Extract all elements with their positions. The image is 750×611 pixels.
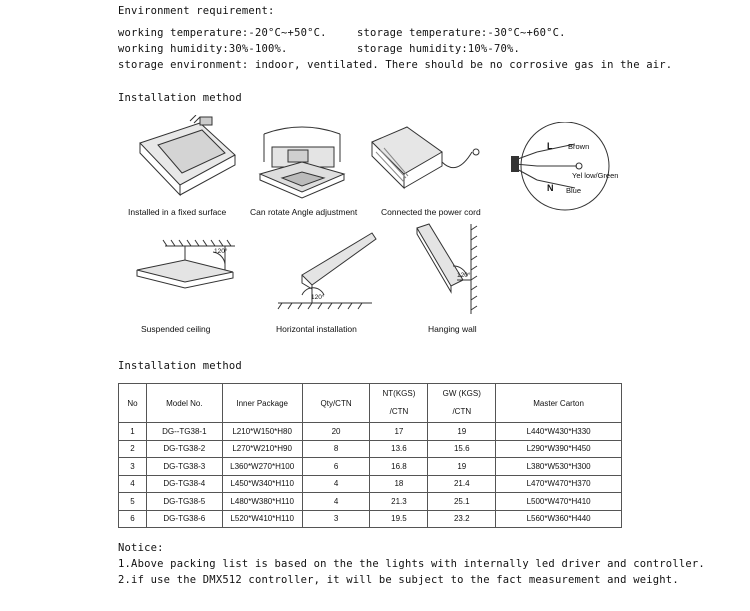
installation-heading-2: Installation method [118,360,242,372]
table-row [119,423,622,441]
cell-no: 5 [119,493,147,511]
cell-inner: L360*W270*H100 [222,458,302,476]
cell-model: DG-TG38-6 [146,510,222,528]
cell-nt: 18 [370,475,428,493]
table-row [119,458,622,476]
col-gw-line1: GW (KGS) [442,389,481,398]
col-nt-line2: /CTN [389,407,409,416]
wire-label-blue: Blue [566,186,582,195]
installation-heading: Installation method [118,92,242,104]
cell-inner: L270*W210*H90 [222,440,302,458]
working-humidity: working humidity:30%-100%. [118,43,288,55]
cell-qty: 4 [302,475,370,493]
caption-suspended-ceiling: Suspended ceiling [141,324,211,334]
cell-no: 3 [119,458,147,476]
col-model: Model No. [146,384,222,423]
cell-nt: 17 [370,423,428,441]
col-nt [370,384,428,423]
cell-gw: 15.6 [428,440,496,458]
wire-label-n: N [547,183,554,193]
cell-gw: 23.2 [428,510,496,528]
cell-inner: L480*W380*H110 [222,493,302,511]
cell-gw: 21.4 [428,475,496,493]
cell-qty: 20 [302,423,370,441]
cell-model: DG-TG38-5 [146,493,222,511]
cell-nt: 21.3 [370,493,428,511]
env-heading: Environment requirement: [118,5,275,17]
col-gw [428,384,496,423]
cell-nt: 13.6 [370,440,428,458]
cell-qty: 4 [302,493,370,511]
cell-model: DG-TG38-2 [146,440,222,458]
cell-master: L290*W390*H450 [496,440,622,458]
storage-temperature: storage temperature:-30°C~+60°C. [357,27,566,39]
caption-horizontal-installation: Horizontal installation [276,324,357,334]
col-inner-package: Inner Package [222,384,302,423]
col-no: No [119,384,147,423]
angle-label-wall: 120° [457,272,471,279]
cell-gw: 25.1 [428,493,496,511]
col-qty: Qty/CTN [302,384,370,423]
table-row [119,493,622,511]
wire-label-l: L [547,141,553,151]
table-row [119,440,622,458]
cell-master: L470*W470*H370 [496,475,622,493]
storage-humidity: storage humidity:10%-70%. [357,43,521,55]
cell-model: DG-TG38-4 [146,475,222,493]
cell-no: 1 [119,423,147,441]
caption-hanging-wall: Hanging wall [428,324,477,334]
fixed-surface-illustration [130,115,245,203]
cell-nt: 19.5 [370,510,428,528]
working-temperature: working temperature:-20°C~+50°C. [118,27,327,39]
col-gw-line2: /CTN [452,407,472,416]
cell-model: DG-TG38-3 [146,458,222,476]
cell-master: L440*W430*H330 [496,423,622,441]
caption-fixed-surface: Installed in a fixed surface [128,207,227,217]
table-row [119,510,622,528]
rotate-angle-illustration [252,122,352,204]
caption-power-cord: Connected the power cord [381,207,481,217]
col-nt-line1: NT(KGS) [382,389,416,398]
cell-qty: 6 [302,458,370,476]
cell-inner: L450*W340*H110 [222,475,302,493]
power-cord-illustration [362,122,482,202]
notice-line-1: 1.Above packing list is based on the the lights with internally led driver and controller. [118,558,705,570]
cell-master: L380*W530*H300 [496,458,622,476]
col-master-carton: Master Carton [496,384,622,423]
cell-no: 4 [119,475,147,493]
hanging-wall-illustration [405,220,485,318]
notice-heading: Notice: [118,542,164,554]
cell-master: L560*W360*H440 [496,510,622,528]
cell-master: L500*W470*H410 [496,493,622,511]
cell-qty: 8 [302,440,370,458]
cell-inner: L210*W150*H80 [222,423,302,441]
cell-gw: 19 [428,423,496,441]
horizontal-installation-illustration [272,225,382,315]
angle-label-horizontal: 120° [311,294,325,301]
cell-qty: 3 [302,510,370,528]
table-header-row [119,384,622,423]
wiring-diagram [505,122,623,212]
table-row [119,475,622,493]
cell-nt: 16.8 [370,458,428,476]
cell-model: DG--TG38-1 [146,423,222,441]
wire-label-yellow-green: Yel low/Green [572,171,619,180]
storage-environment: storage environment: indoor, ventilated. There should be no corrosive gas in the air. [118,59,673,71]
packing-table [118,383,622,528]
cell-no: 2 [119,440,147,458]
angle-label-ceiling: 120° [214,248,228,255]
notice-line-2: 2.if use the DMX512 controller, it will be subject to the fact measurement and weight. [118,574,679,586]
wire-label-brown: Brown [568,142,590,151]
cell-inner: L520*W410*H110 [222,510,302,528]
cell-gw: 19 [428,458,496,476]
caption-rotate-angle: Can rotate Angle adjustment [250,207,358,217]
cell-no: 6 [119,510,147,528]
